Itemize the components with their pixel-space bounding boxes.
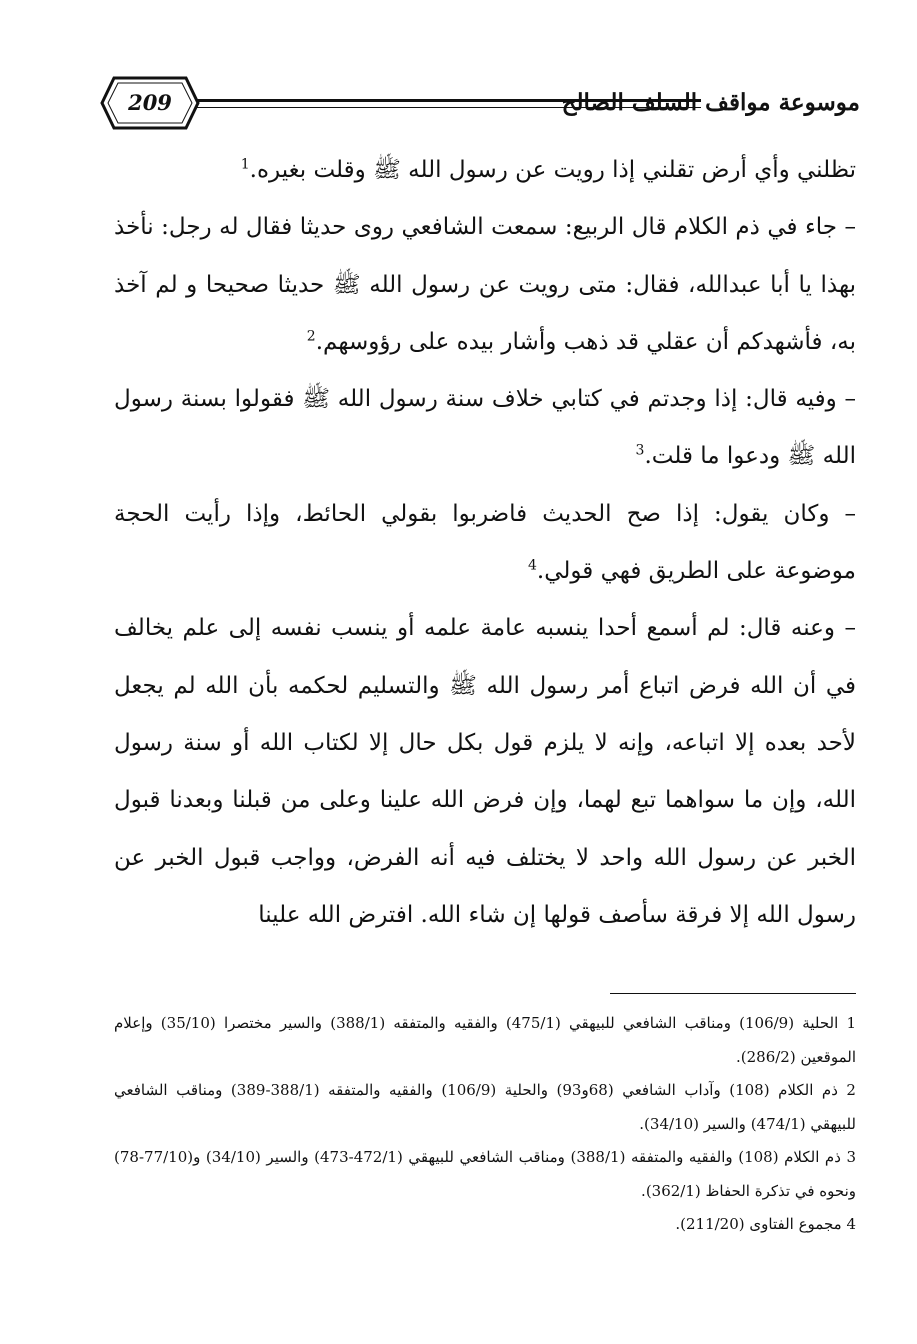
footnote-number: 4 — [846, 1215, 856, 1233]
paragraph-text: – وفيه قال: إذا وجدتم في كتابي خلاف سنة رسول الله ﷺ فقولوا بسنة رسول الله ﷺ ودعوا ما قلت. — [114, 386, 856, 470]
footnote-ref: 1 — [240, 156, 250, 173]
paragraph — [114, 486, 856, 601]
footnotes — [114, 1007, 856, 1242]
footnote-number: 2 — [846, 1081, 856, 1099]
page-number: 209 — [128, 90, 172, 115]
paragraph — [114, 199, 856, 371]
paragraph — [114, 371, 856, 486]
paragraph — [114, 600, 856, 944]
footnote-ref: 3 — [635, 442, 645, 459]
footnote-number: 3 — [846, 1148, 857, 1166]
footnote — [114, 1074, 856, 1141]
paragraph-text: – وكان يقول: إذا صح الحديث فاضربوا بقولي الحائط، وإذا رأيت الحجة موضوعة على الطريق فهي قولي. — [114, 500, 856, 585]
footnote-text: ذم الكلام (108) والفقيه والمتفقه (388/1) ومناقب الشافعي للبيهقي (472/1-473) والسير (34/10) و(77/10-78) ونحوه في تذكرة الحفاظ (362/1). — [114, 1148, 856, 1200]
footnote — [114, 1208, 856, 1242]
footnote-separator — [610, 993, 856, 994]
main-text — [114, 142, 856, 944]
paragraph-text: – جاء في ذم الكلام قال الربيع: سمعت الشافعي روى حديثا فقال له رجل: نأخذ بهذا يا أبا عبدالله، فقال: متى رويت عن رسول الله ﷺ حديثا صحيحا و لم آخذ به، فأشهدكم أن عقلي قد ذهب وأشار بيده على رؤوسهم. — [114, 214, 856, 355]
footnote-text: ذم الكلام (108) وآداب الشافعي (68و93) والحلية (106/9) والفقيه والمتفقه (388/1-389) ومناقب الشافعي للبيهقي (474/1) والسير (34/10). — [114, 1081, 856, 1133]
footnote — [114, 1141, 856, 1208]
footnote — [114, 1007, 856, 1074]
paragraph-text: – وعنه قال: لم أسمع أحدا ينسبه عامة علمه أو ينسب نفسه إلى علم يخالف في أن الله فرض اتباع أمر رسول الله ﷺ والتسليم لحكمه بأن الله لم يجعل لأحد بعده إلا اتباعه، وإنه لا يلزم قول بكل حال إلا لكتاب الله أو سنة رسول الله، وإن ما سواهما تبع لهما، وإن فرض الله علينا وعلى من قبلنا وبعدنا قبول الخبر عن رسول الله واحد لا يختلف فيه أنه الفرض، وواجب قبول الخبر عن رسول الله إلا فرقة سأصف قولها إن شاء الله. افترض الله علينا — [114, 615, 856, 928]
footnote-ref: 4 — [527, 557, 537, 574]
footnote-text: مجموع الفتاوى (211/20). — [675, 1215, 842, 1233]
paragraph-text: تظلني وأي أرض تقلني إذا رويت عن رسول الله ﷺ وقلت بغيره. — [249, 157, 856, 183]
footnote-number: 1 — [846, 1014, 857, 1032]
series-title: موسوعة مواقف السلف الصالح — [561, 89, 860, 116]
footnote-ref: 2 — [306, 328, 316, 345]
paragraph — [114, 142, 856, 199]
footnote-text: الحلية (106/9) ومناقب الشافعي للبيهقي (475/1) والفقيه والمتفقه (388/1) والسير مختصرا (35/10) وإعلام الموقعين (286/2). — [114, 1014, 856, 1066]
page-number-badge — [100, 76, 200, 130]
page-header — [100, 72, 860, 142]
